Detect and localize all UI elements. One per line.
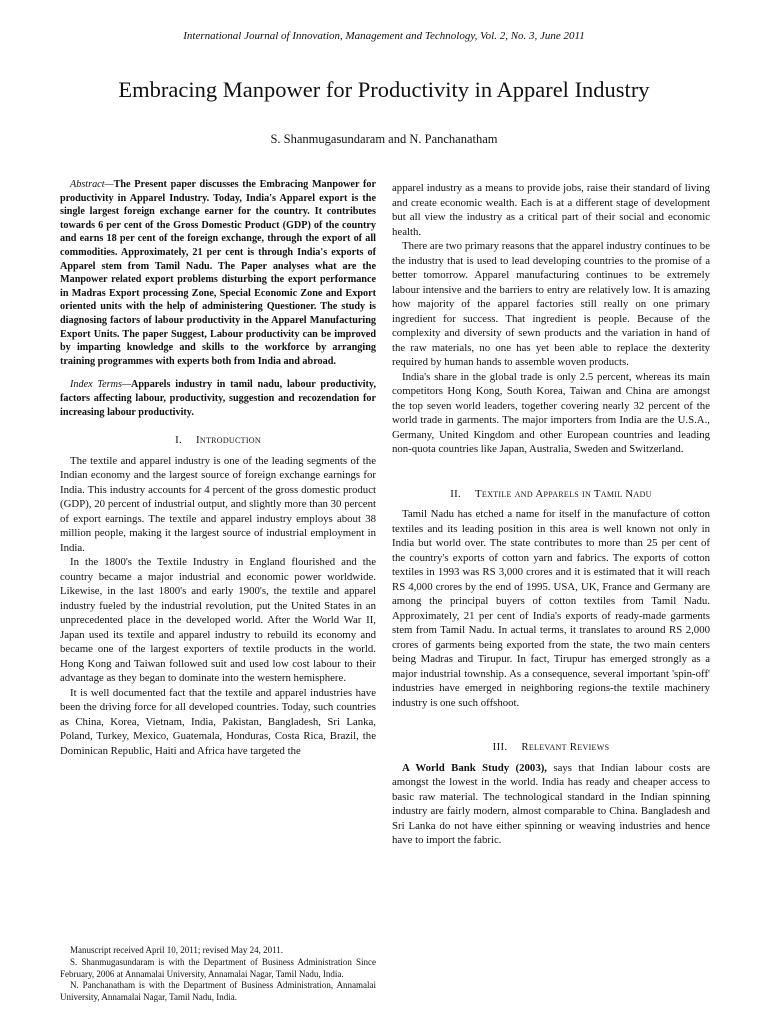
abstract-text: The Present paper discusses the Embracing Manpower for productivity in Apparel Industry. Today, India's Apparel export is the single largest foreign exchange earner for the country. It contributes towards 6 per cent of the Gross Domestic Product (GDP) of the country and earns 18 per cent of the foreign exchange, through the export of all commodities. Approximately, 21 per cent is through India's exports of Apparel stem from Tamil Nadu. The Paper analyses what are the Manpower related export problems disturbing the export performance in Madras Export processing Zone, Special Economic Zone and Export oriented units with the help of administering Questioner. The study is diagnosing factors of labour productivity in the Apparel Manufacturing Export Units. The paper Suggest, Labour productivity can be improved by imparting knowledge and skills to the workforce by arranging training programmes with experts both from India and abroad. (60, 179, 376, 367)
footnote: Manuscript received April 10, 2011; revised May 24, 2011. (70, 945, 284, 955)
section-title: Relevant Reviews (521, 741, 610, 753)
section-number: I. (175, 434, 182, 447)
left-column (60, 178, 376, 758)
right-column (392, 181, 710, 848)
index-terms-text: Apparels industry in tamil nadu, labour productivity, factors affecting labour, productivity, suggestion and recozendation for increasing labour productivity. (60, 379, 376, 418)
section-heading-reviews (392, 740, 710, 755)
paper-title: Embracing Manpower for Productivity in Apparel Industry (118, 77, 650, 102)
journal-header: International Journal of Innovation, Management and Technology, Vol. 2, No. 3, June 2011 (183, 30, 585, 42)
paragraph: apparel industry as a means to provide jobs, raise their standard of living and create economic wealth. Each is at a different stage of development but all view the industry as a critical part of their social and economic health. (392, 182, 710, 238)
section-number: II. (450, 487, 462, 500)
paragraph (392, 761, 710, 848)
abstract-lead: Abstract— (70, 179, 114, 190)
index-terms-lead: Index Terms— (70, 379, 132, 391)
section-title: Textile and Apparels in Tamil Nadu (475, 487, 652, 500)
paragraph: Tamil Nadu has etched a name for itself in the manufacture of cotton textiles and its leading position in this area is well known not only in India but world over. The state contributes to more than 25 per cent of the country's exports of cotton yarn and fabrics. The exports of cotton textiles in 1993 was RS 3,000 crores and it is estimated that it will reach RS 4,000 crores by the end of 1995. USA, UK, France and Germany are among the principal buyers of cotton textiles from Tamil Nadu. Approximately, 21 per cent of India's exports of ready-made garments stem from Tamil Nadu. In actual terms, it translates to around RS 2,000 crores of garments being exported from the state, the two main centers being Madras and Tirupur. In fact, Tirupur has emerged strongly as a major industrial township. As a consequence, several important 'spin-off' industries have emerged in neighboring regions-the textile machinery industry is one such offshoot. (392, 508, 710, 709)
paragraph: There are two primary reasons that the apparel industry continues to be the industry that is used to lead developing countries to the promise of a better tomorrow. Apparel manufacturing continues to be extremely labour intensive and the barriers to entry are relatively low. It is amazing how majority of the apparel factories still really on one primary ingredient for success. That ingredient is people. Because of the complexity and diversity of sewn products and the variation in hand of the raw materials, no one has yet been able to replace the dexterity required by human hands to assemble woven products. (392, 240, 710, 368)
review-text: says that Indian labour costs are amongst the lowest in the world. India has ready and cheaper access to basic raw material. The technological standard in the Indian spinning industry are fairly modern, almost comparable to China. Bangladesh and Sri Lanka do not have either spinning or weaving industries and hence have to import the fabric. (392, 761, 710, 846)
paragraph: It is well documented fact that the textile and apparel industries have been the driving force for all developed countries. Today, such countries as China, Korea, Vietnam, India, Pakistan, Bangladesh, Sri Lanka, Poland, Turkey, Mexico, Guatemala, Honduras, Costa Rica, Brazil, the Dominican Republic, Haiti and Africa have targeted the (60, 686, 376, 757)
footnote: N. Panchanatham is with the Department of Business Administration, Annamalai University, Annamalai Nagar, Tamil Nadu, India. (60, 980, 376, 1003)
paragraph: India's share in the global trade is only 2.5 percent, whereas its main competitors Hong Kong, South Korea, Taiwan and China are amongst the top seven world leaders, together covering nearly 32 percent of the world trade in garments. The major importers from India are the U.S.A., Germany, United Kingdom and other European countries and leading non-quota countries like Japan, Australia, Sweden and Switzerland. (392, 370, 710, 455)
paragraph: The textile and apparel industry is one of the leading segments of the Indian economy and the largest source of foreign exchange earnings for India. This industry accounts for 4 percent of the gross domestic product (GDP), 20 percent of industrial output, and slightly more than 30 percent of export earnings. The textile and apparel industry employs about 38 million people, making it the largest source of industrial employment in India. (60, 454, 376, 554)
abstract (60, 178, 376, 368)
section-number: III. (492, 741, 508, 753)
index-terms (60, 378, 376, 419)
footnotes (60, 945, 376, 1004)
section-heading-introduction (60, 433, 376, 448)
paper-authors: S. Shanmugasundaram and N. Panchanatham (270, 132, 498, 146)
review-lead: A World Bank Study (2003), (402, 761, 548, 774)
section-title: Introduction (195, 434, 261, 447)
footnote: S. Shanmugasundaram is with the Department of Business Administration Since February, 2006 at Annamalai University, Annamalai Nagar, Tamil Nadu, India. (60, 956, 376, 979)
paragraph: In the 1800's the Textile Industry in England flourished and the country became a major industrial and economic power worldwide. Likewise, in the last 1800's and early 1900's, the textile and apparel industry fueled by the industrial revolution, put the United States in an unprecedented place in the developed world. After the World War II, Japan used its textile and apparel industry to rebuild its economy and became one of the largest exporters of textile products in the world. Hong Kong and Taiwan followed suit and used low cost labour to their advantage as they began to dominate into the western hemisphere. (60, 556, 376, 685)
section-heading-tamil-nadu (392, 487, 710, 502)
